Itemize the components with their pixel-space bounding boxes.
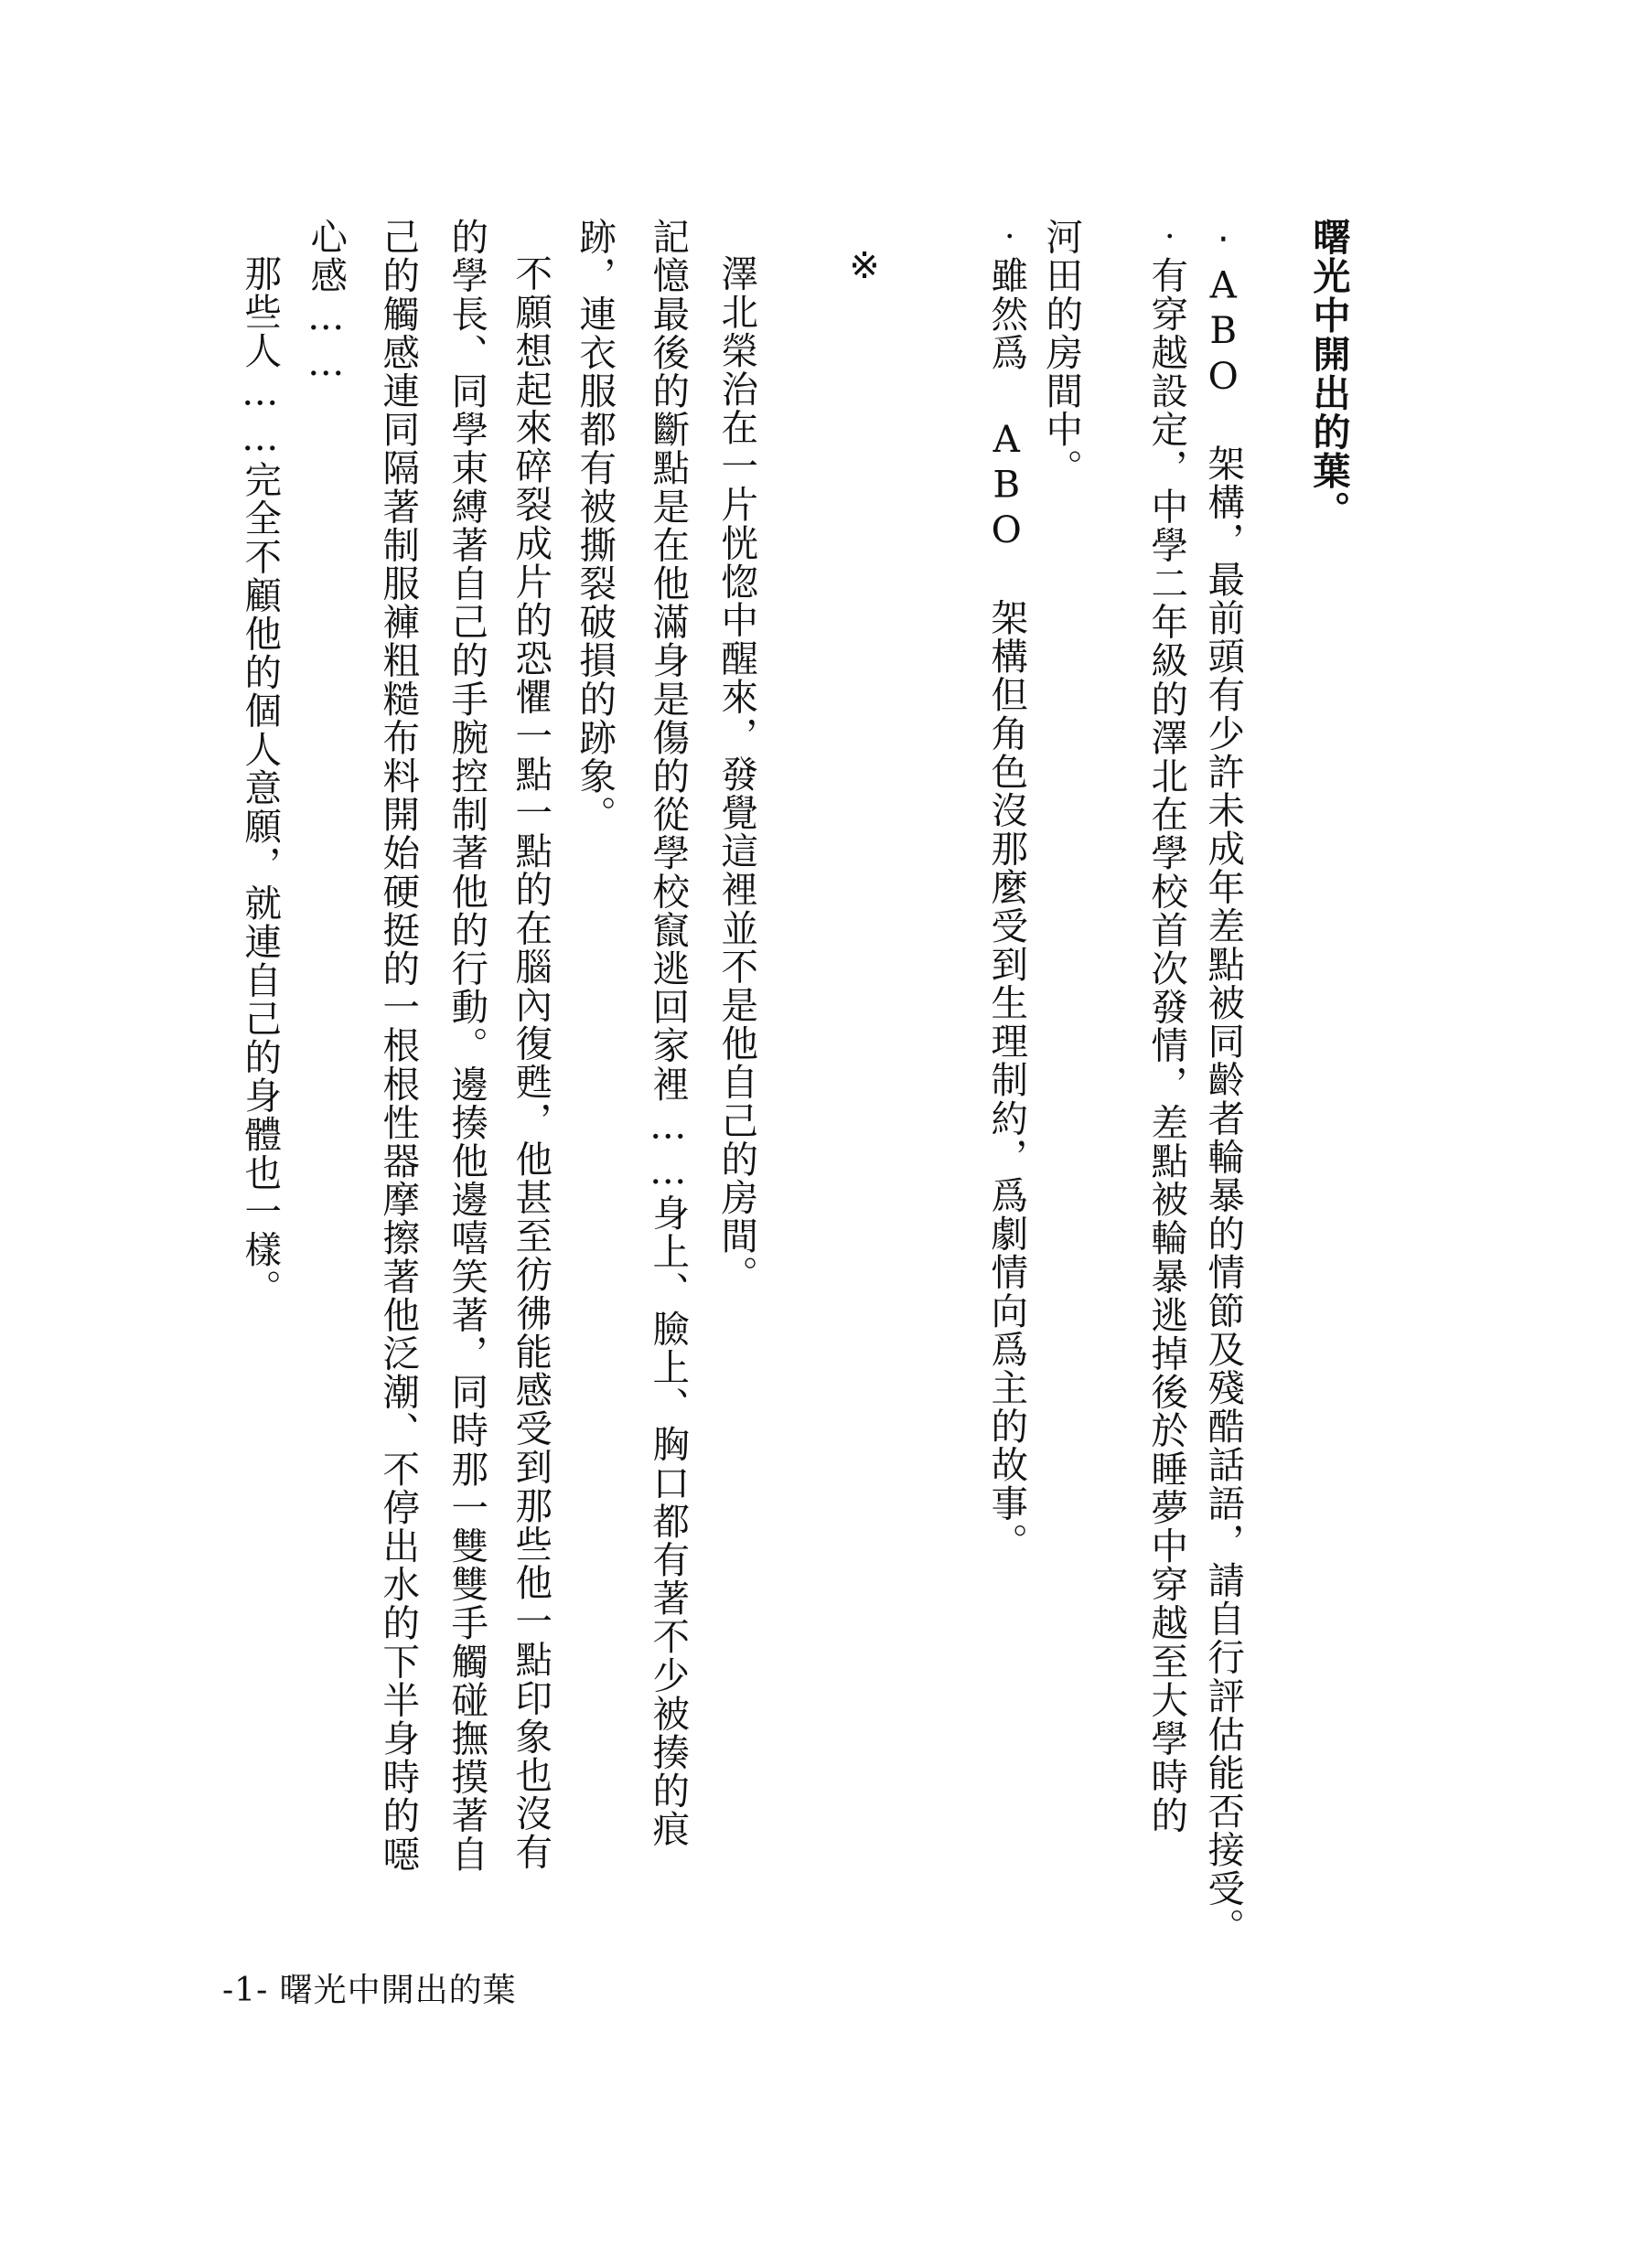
paragraph-3-line-2: 的學長、同學束縛著自己的手腕控制著他的行動。邊揍他邊嘻笑著，同時那一雙雙手觸碰撫摸著自 [445,218,489,1874]
note-time-travel: ‧有穿越設定，中學二年級的澤北在學校首次發情，差點被輪暴逃掉後於睡夢中穿越至大學時的 [1144,218,1189,1835]
paragraph-2-line-2: 跡，連衣服都有被撕裂破損的跡象。 [573,218,617,834]
section-separator: ※ [843,245,885,289]
note-abo-warning: ‧ABO 架構，最前頭有少許未成年差點被同齡者輪暴的情節及殘酷話語，請自行評估能否接受。 [1201,218,1246,1946]
paragraph-1: 澤北榮治在一片恍惚中醒來，發覺這裡並不是他自己的房間。 [714,254,759,1294]
paragraph-4: 那些人……完全不顧他的個人意願，就連自己的身體也一樣。 [238,254,283,1308]
document-title: 曙光中開出的葉。 [1306,218,1351,530]
paragraph-3-line-3: 己的觸感連同隔著制服褲粗糙布料開始硬挺的一根根性器摩擦著他泛潮、不停出水的下半身時的噁 [376,218,421,1874]
paragraph-3-line-4: 心感…… [304,218,349,386]
note-story-focus: ‧雖然爲 ABO 架構但角色沒那麼受到生理制約，爲劇情向爲主的故事。 [984,218,1029,1561]
paragraph-2-line-1: 記憶最後的斷點是在他滿身是傷的從學校竄逃回家裡……身上、臉上、胸口都有著不少被揍的痕 [646,218,691,1849]
note-time-travel-cont: 河田的房間中。 [1039,218,1084,487]
page-footer: -1- 曙光中開出的葉 [222,1972,517,2009]
paragraph-3-line-1: 不願想起來碎裂成片的恐懼一點一點的在腦內復甦，他甚至彷彿能感受到那些他一點印象也沒有 [509,254,553,1872]
